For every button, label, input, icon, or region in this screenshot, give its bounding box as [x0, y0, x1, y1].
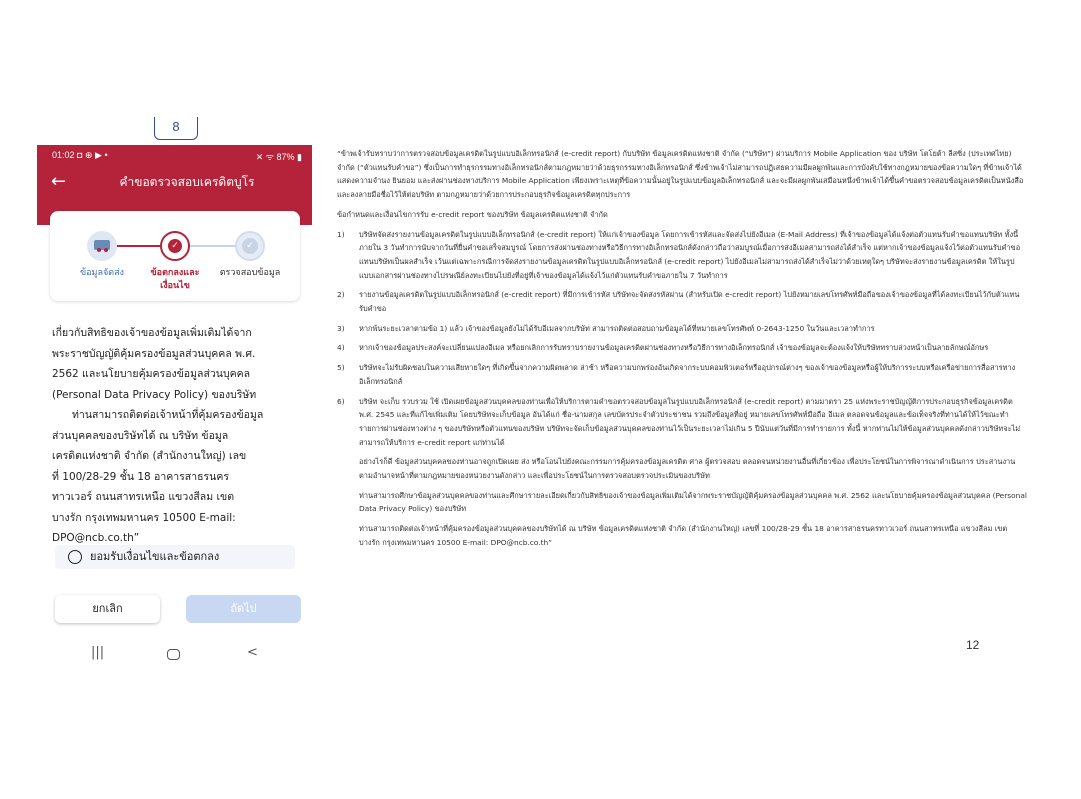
page-number: 12 — [966, 638, 980, 652]
notification-icons: ◘ ⊕ ▶ • — [77, 150, 108, 160]
item-text: บริษัท จะเก็บ รวบรวม ใช้ เปิดเผยข้อมูลส่วนบุคคลของท่านเพื่อให้บริการตามคำขอตรวจสอบข้อมูลในรูปแบบอิเล็กทรอนิกส์ (e-credit report) ตามมาตรา 25 แห่งพระราชบัญญัติการประกอบธุรกิจข้อมูลเครดิต พ.ศ. 2545 และที่แก้ไขเพิ่มเติม โดยบริษัทจะเก็บข้อมูล อันได้แก่ ชื่อ-นามสกุล เลขบัตรประจำตัวประชาชน รวมถึงข้อมูลที่อยู่ หมายเลขโทรศัพท์มือถือ อีเมล ตลอดจนข้อมูลและข้อเท็จจริงที่ท่านได้ให้ไว้ขณะทำรายการผ่านช่องทางต่าง ๆ ของบริษัทหรือตัวแทนของบริษัท บริษัทจะจัดเก็บข้อมูลส่วนบุคคลของท่านไว้เป็นระยะเวลาไม่เกิน 5 ปีนับแต่วันที่มีการทำรายการ ทั้งนี้ หากท่านไม่ให้ข้อมูลส่วนบุคคลดังกล่าวบริษัทจะไม่สามารถให้บริการ e-credit report แก่ท่านได้ — [359, 396, 1021, 447]
step-label-delivery: ข้อมูลจัดส่ง — [79, 268, 124, 278]
item-text: บริษัทจัดส่งรายงานข้อมูลเครดิตในรูปแบบอิเล็กทรอนิกส์ (e-credit report) ให้แก่เจ้าของข้อมูล โดยการเข้ารหัสและจัดส่งไปยังอีเมล (E-Mail Address) ที่เจ้าของข้อมูลได้แจ้งต่อตัวแทนรับคำขอแทนบริษัท ทั้งนี้ ภายใน 3 วันทำการนับจากวันที่ยื่นคำขอเสร็จสมบูรณ์ โดยการส่งผ่านช่องทางหรือวิธีการทางอิเล็กทรอนิกส์ดังกล่าวถือว่าสมบูรณ์เมื่อการส่งอีเมลสามารถส่งได้สำเร็จ แต่หากเจ้าของข้อมูลแจ้งไว้ต่อตัวแทนรับคำขอแทนบริษัทเป็นผลสำเร็จ เว้นแต่เฉพาะกรณีการจัดส่งรายงานข้อมูลเครดิตในรูปแบบอิเล็กทรอนิกส์ (e-credit report) ไปยังอีเมลไม่สามารถส่งได้สำเร็จไม่ว่าด้วยเหตุใดๆ บริษัทจะส่งรายงานข้อมูลเครดิต ให้ในรูปแบบเอกสารผ่านช่องทางไปรษณีย์ลงทะเบียนไปยังที่อยู่ที่เจ้าของข้อมูลได้แจ้งไว้แก่ตัวแทนรับคำขอภายใน 7 วันทำการ — [359, 229, 1021, 280]
delivery-step-icon — [87, 231, 117, 261]
item-text: รายงานข้อมูลเครดิตในรูปแบบอิเล็กทรอนิกส์ (e-credit report) ที่มีการเข้ารหัส บริษัทจะจัดส่งรหัสผ่าน (สำหรับเปิด e-credit report) ไปยังหมายเลขโทรศัพท์มือถือของเจ้าของข้อมูลที่ได้ลงทะเบียนไว้กับตัวแทนรับคำขอ — [359, 290, 1020, 314]
step-label-terms: ข้อตกลงและเงื่อนไข — [150, 268, 200, 291]
doc-sub-paragraph: ท่านสามารถศึกษาข้อมูลส่วนบุคคลของท่านและศึกษารายละเอียดเกี่ยวกับสิทธิของเจ้าของข้อมูลเพิ่มเติมได้จากพระราชบัญญัติคุ้มครองข้อมูลส่วนบุคคล พ.ศ. 2562 และนโยบายคุ้มครองข้อมูลส่วนบุคคล (Personal Data Privacy Policy) ของบริษัท — [359, 490, 1027, 514]
doc-terms-heading: ข้อกำหนดและเงื่อนไขการรับ e-credit report ของบริษัท ข้อมูลเครดิตแห่งชาติ จำกัด — [337, 209, 608, 219]
doc-item — [337, 322, 1027, 336]
item-number: 6) — [337, 396, 345, 406]
stepper — [50, 211, 300, 301]
doc-sub-paragraph: อย่างไรก็ดี ข้อมูลส่วนบุคคลของท่านอาจถูกเปิดเผย ส่ง หรือโอนไปยังคณะกรรมการคุ้มครองข้อมูลเครดิต ศาล ผู้ตรวจสอบ ตลอดจนหน่วยงานอื่นที่เกี่ยวข้อง เพื่อประโยชน์ในการพิจารณาดำเนินการ ประสานงาน ตามอำนาจหน้าที่ตามกฎหมายของหน่วยงานดังกล่าว และเพื่อประโยชน์ในการตรวจสอบตรวจประเมินของบริษัท — [359, 457, 1016, 481]
page-title: คำขอตรวจสอบเครดิตบูโร — [119, 175, 255, 189]
back-arrow-icon[interactable]: ← — [51, 171, 67, 192]
check-icon: ✓ — [168, 239, 182, 253]
item-number: 1) — [337, 229, 345, 239]
terms-line: ที่ 100/28-29 ชั้น 18 อาคารสาธรนคร — [52, 470, 229, 483]
truck-icon — [94, 240, 110, 250]
terms-line: พระราชบัญญัติคุ้มครองข้อมูลส่วนบุคคล พ.ศ. — [52, 347, 256, 360]
status-right: ✕ ᯤ 87% ▮ — [255, 152, 302, 162]
item-number: 4) — [337, 343, 345, 353]
terms-document — [337, 147, 1027, 556]
item-number: 2) — [337, 290, 345, 300]
android-nav-bar — [37, 645, 312, 667]
doc-item — [337, 288, 1027, 315]
recent-apps-icon[interactable]: ||| — [91, 645, 105, 660]
item-text: หากพ้นระยะเวลาตามข้อ 1) แล้ว เจ้าของข้อมูลยังไม่ได้รับอีเมลจากบริษัท สามารถติดต่อสอบถามข้อมูลได้ที่หมายเลขโทรศัพท์ 0-2643-1250 ในวันและเวลาทำการ — [359, 323, 875, 333]
agree-label: ยอมรับเงื่อนไขและข้อตกลง — [90, 550, 220, 563]
doc-intro: “ข้าพเจ้ารับทราบว่าการตรวจสอบข้อมูลเครดิตในรูปแบบอิเล็กทรอนิกส์ (e-credit report) กับบริษัท ข้อมูลเครดิตแห่งชาติ จำกัด (“บริษัท”) ผ่านบริการ Mobile Application ของ บริษัท โตโยต้า ลีสซิ่ง (ประเทศไทย) จำกัด (“ตัวแทนรับคำขอ”) ซึ่งเป็นการทำธุรกรรมทางอิเล็กทรอนิกส์ตามกฎหมายว่าด้วยธุรกรรมทางอิเล็กทรอนิกส์ ซึ่งข้าพเจ้าไม่สามารถปฏิเสธความมีผลผูกพันและการบังคับใช้ทางกฎหมายของข้อความใดๆ ที่ข้าพเจ้าได้แสดงความจำนง ยินยอม และส่งผ่านช่องทางบริการ Mobile Application เพียงเพราะเหตุที่ข้อความนั้นอยู่ในรูปแบบข้อมูลอิเล็กทรอนิกส์ และจะมีผลผูกพันเสมือนหนึ่งข้าพเจ้าได้ขึ้นคำขอตรวจสอบข้อมูลเครดิตเป็นหนังสือ และลงลายมือชื่อไว้ให้ต่อบริษัท ตามกฎหมายว่าด้วยการประกอบธุรกิจข้อมูลเครดิตทุกประการ — [337, 149, 1024, 200]
doc-item — [337, 228, 1027, 283]
review-step-icon — [235, 231, 265, 261]
terms-step-icon — [160, 231, 190, 261]
phone-screenshot — [37, 145, 312, 680]
terms-line: 2562 และนโยบายคุ้มครองข้อมูลส่วนบุคคล — [52, 368, 251, 380]
home-icon[interactable] — [167, 649, 180, 660]
terms-text — [52, 323, 304, 549]
item-text: บริษัทจะไม่รับผิดชอบในความเสียหายใดๆ ที่เกิดขึ้นจากความผิดพลาด ล่าช้า หรือความบกพร่องอันเกิดจากระบบคอมพิวเตอร์หรืออุปกรณ์ต่างๆ ของเจ้าของข้อมูลหรือผู้ให้บริการระบบหรือเครือข่ายการสื่อสารทางอิเล็กทรอนิกส์ — [359, 363, 1016, 386]
step-number-tab: 8 — [154, 117, 198, 140]
terms-line: เกี่ยวกับสิทธิของเจ้าของข้อมูลเพิ่มเติมได้จาก — [52, 327, 252, 339]
terms-line: บางรัก กรุงเทพมหานคร 10500 E-mail: — [52, 511, 236, 524]
doc-sub-paragraph: ท่านสามารถติดต่อเจ้าหน้าที่คุ้มครองข้อมูลส่วนบุคคลของบริษัทได้ ณ บริษัท ข้อมูลเครดิตแห่งชาติ จำกัด (สำนักงานใหญ่) เลขที่ 100/28-29 ชั้น 18 อาคารสาธรนครทาวเวอร์ ถนนสาทรเหนือ แขวงสีลม เขตบางรัก กรุงเทพมหานคร 10500 E-mail: DPO@ncb.co.th” — [359, 524, 1008, 547]
next-button[interactable]: ถัดไป — [186, 595, 301, 623]
doc-item — [337, 341, 1027, 355]
agree-radio[interactable] — [68, 550, 82, 564]
doc-item — [337, 361, 1027, 388]
check-icon: ✓ — [242, 238, 258, 254]
step-label-review: ตรวจสอบข้อมูล — [219, 268, 281, 278]
status-bar — [52, 150, 302, 162]
terms-line: เครดิตแห่งชาติ จำกัด (สำนักงานใหญ่) เลข — [52, 450, 247, 462]
item-number: 5) — [337, 363, 345, 373]
status-time — [52, 150, 108, 161]
status-time-text: 01:02 — [52, 150, 75, 160]
item-text: หากเจ้าของข้อมูลประสงค์จะเปลี่ยนแปลงอีเมล หรือยกเลิกการรับทราบรายงานข้อมูลเครดิตผ่านช่องทางหรือวิธีการทางอิเล็กทรอนิกส์ เจ้าของข้อมูลจะต้องแจ้งให้บริษัททราบล่วงหน้าเป็นลายลักษณ์อักษร — [359, 343, 989, 353]
terms-line: ทาวเวอร์ ถนนสาทรเหนือ แขวงสีลม เขต — [52, 491, 235, 503]
terms-line: (Personal Data Privacy Policy) ของบริษัท — [52, 388, 257, 401]
terms-line: DPO@ncb.co.th” — [52, 532, 140, 544]
back-icon[interactable]: < — [247, 645, 258, 660]
item-number: 3) — [337, 323, 345, 333]
terms-line: ส่วนบุคคลของบริษัทได้ ณ บริษัท ข้อมูล — [52, 429, 229, 442]
doc-item — [337, 395, 1027, 450]
agree-checkbox-row[interactable] — [55, 545, 295, 569]
terms-line: ท่านสามารถติดต่อเจ้าหน้าที่คุ้มครองข้อมูล — [72, 409, 264, 421]
cancel-button[interactable]: ยกเลิก — [55, 595, 160, 623]
